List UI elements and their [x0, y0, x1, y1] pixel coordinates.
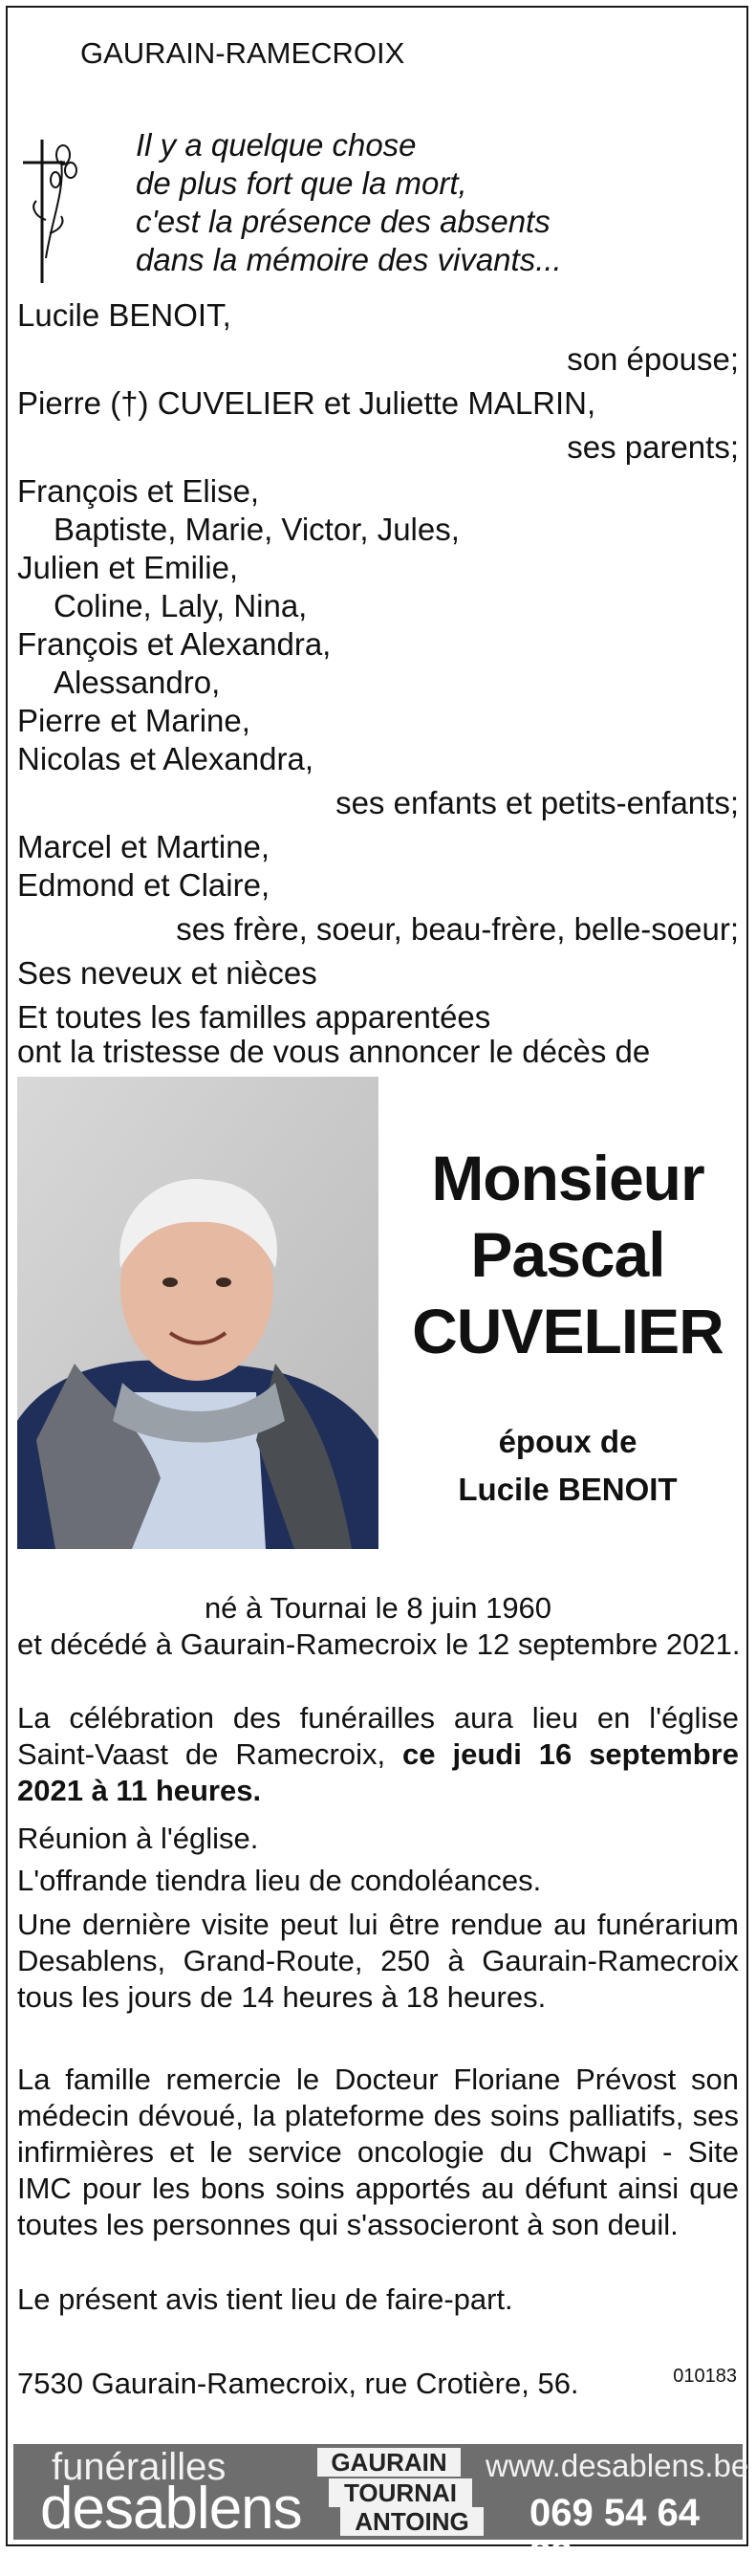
website-link[interactable]: www.desablens.be: [486, 2448, 749, 2483]
ceremony-paragraph: [17, 1700, 739, 1809]
child-line: Pierre et Marine,: [17, 703, 250, 738]
grandchild-line: Baptiste, Marie, Victor, Jules,: [54, 512, 460, 547]
thanks-paragraph: La famille remercie le Docteur Floriane Prévost son médecin dévoué, la plateforme des soins palliatifs, ses infirmières et le service oncologie du Chwapi - Site IMC pour les bons soins apportés au défunt ainsi que toutes les personnes qui s'associeront à son deuil.: [17, 2063, 739, 2241]
child-line: François et Alexandra,: [17, 626, 332, 662]
spouse-of-label: époux de: [498, 1424, 637, 1459]
city-label: ANTOING: [340, 2507, 484, 2536]
visit-paragraph: Une dernière visite peut lui être rendue au funérarium Desablens, Grand-Route, 250 à Gaurain-Ramecroix tous les jours de 14 heures à 18 heures.: [17, 1908, 739, 2014]
phone-number[interactable]: 069 54 64 22: [529, 2492, 700, 2576]
funeral-home-banner: [13, 2444, 749, 2576]
birth-line: né à Tournai le 8 juin 1960: [204, 1591, 552, 1625]
header-place: GAURAIN-RAMECROIX: [80, 36, 405, 70]
spouse-of-name: Lucile BENOIT: [458, 1472, 678, 1507]
spouse-role: son épouse;: [567, 341, 739, 377]
sibling-line: Edmond et Claire,: [17, 867, 270, 903]
poem-line: dans la mémoire des vivants...: [136, 242, 562, 277]
announcement-line: ont la tristesse de vous annoncer le décès de: [17, 1034, 651, 1069]
child-line: Julien et Emilie,: [17, 550, 239, 585]
offering-paragraph: L'offrande tiendra lieu de condoléances.: [17, 1864, 542, 1897]
deceased-title: Monsieur: [431, 1143, 704, 1213]
deceased-first-name: Pascal: [470, 1219, 665, 1290]
poem-line: c'est la présence des absents: [136, 204, 551, 239]
brand-name: desablens: [40, 2476, 302, 2542]
brand-tagline: funérailles: [52, 2446, 227, 2488]
poem: [136, 126, 562, 279]
child-line: François et Elise,: [17, 473, 260, 509]
spouse-name: Lucile BENOIT,: [17, 297, 231, 333]
grandchild-line: Alessandro,: [54, 665, 221, 700]
poem-line: Il y a quelque chose: [136, 127, 417, 163]
siblings-role: ses frère, soeur, beau-frère, belle-soeur;: [176, 911, 739, 947]
cross-with-flower-icon: [17, 134, 82, 287]
sibling-line: Marcel et Martine,: [17, 829, 270, 864]
meeting-paragraph: Réunion à l'église.: [17, 1822, 259, 1855]
grandchild-line: Coline, Laly, Nina,: [54, 588, 308, 623]
parents-names: Pierre (†) CUVELIER et Juliette MALRIN,: [17, 385, 596, 421]
ceremony-date: ce jeudi 16 septembre 2021 à 11 heures.: [17, 1737, 739, 1807]
death-line: et décédé à Gaurain-Ramecroix le 12 septembre 2021.: [17, 1627, 741, 1661]
deceased-last-name: CUVELIER: [412, 1296, 724, 1366]
children-role: ses enfants et petits-enfants;: [335, 785, 739, 820]
parents-role: ses parents;: [567, 429, 739, 465]
poem-line: de plus fort que la mort,: [136, 165, 467, 201]
notice-paragraph: Le présent avis tient lieu de faire-part.: [17, 2282, 513, 2316]
city-label: TOURNAI: [329, 2478, 472, 2507]
reference-number: 010183: [673, 2366, 737, 2387]
families-line: Et toutes les familles apparentées: [17, 999, 491, 1035]
city-label: GAURAIN: [317, 2448, 461, 2477]
portrait-photo: [17, 1077, 378, 1549]
address-line: 7530 Gaurain-Ramecroix, rue Crotière, 56.: [17, 2367, 579, 2400]
nephews-line: Ses neveux et nièces: [17, 955, 317, 991]
ceremony-text: La célébration des funérailles aura lieu en l'église Saint-Vaast de Ramecroix,: [17, 1701, 739, 1771]
child-line: Nicolas et Alexandra,: [17, 741, 314, 776]
